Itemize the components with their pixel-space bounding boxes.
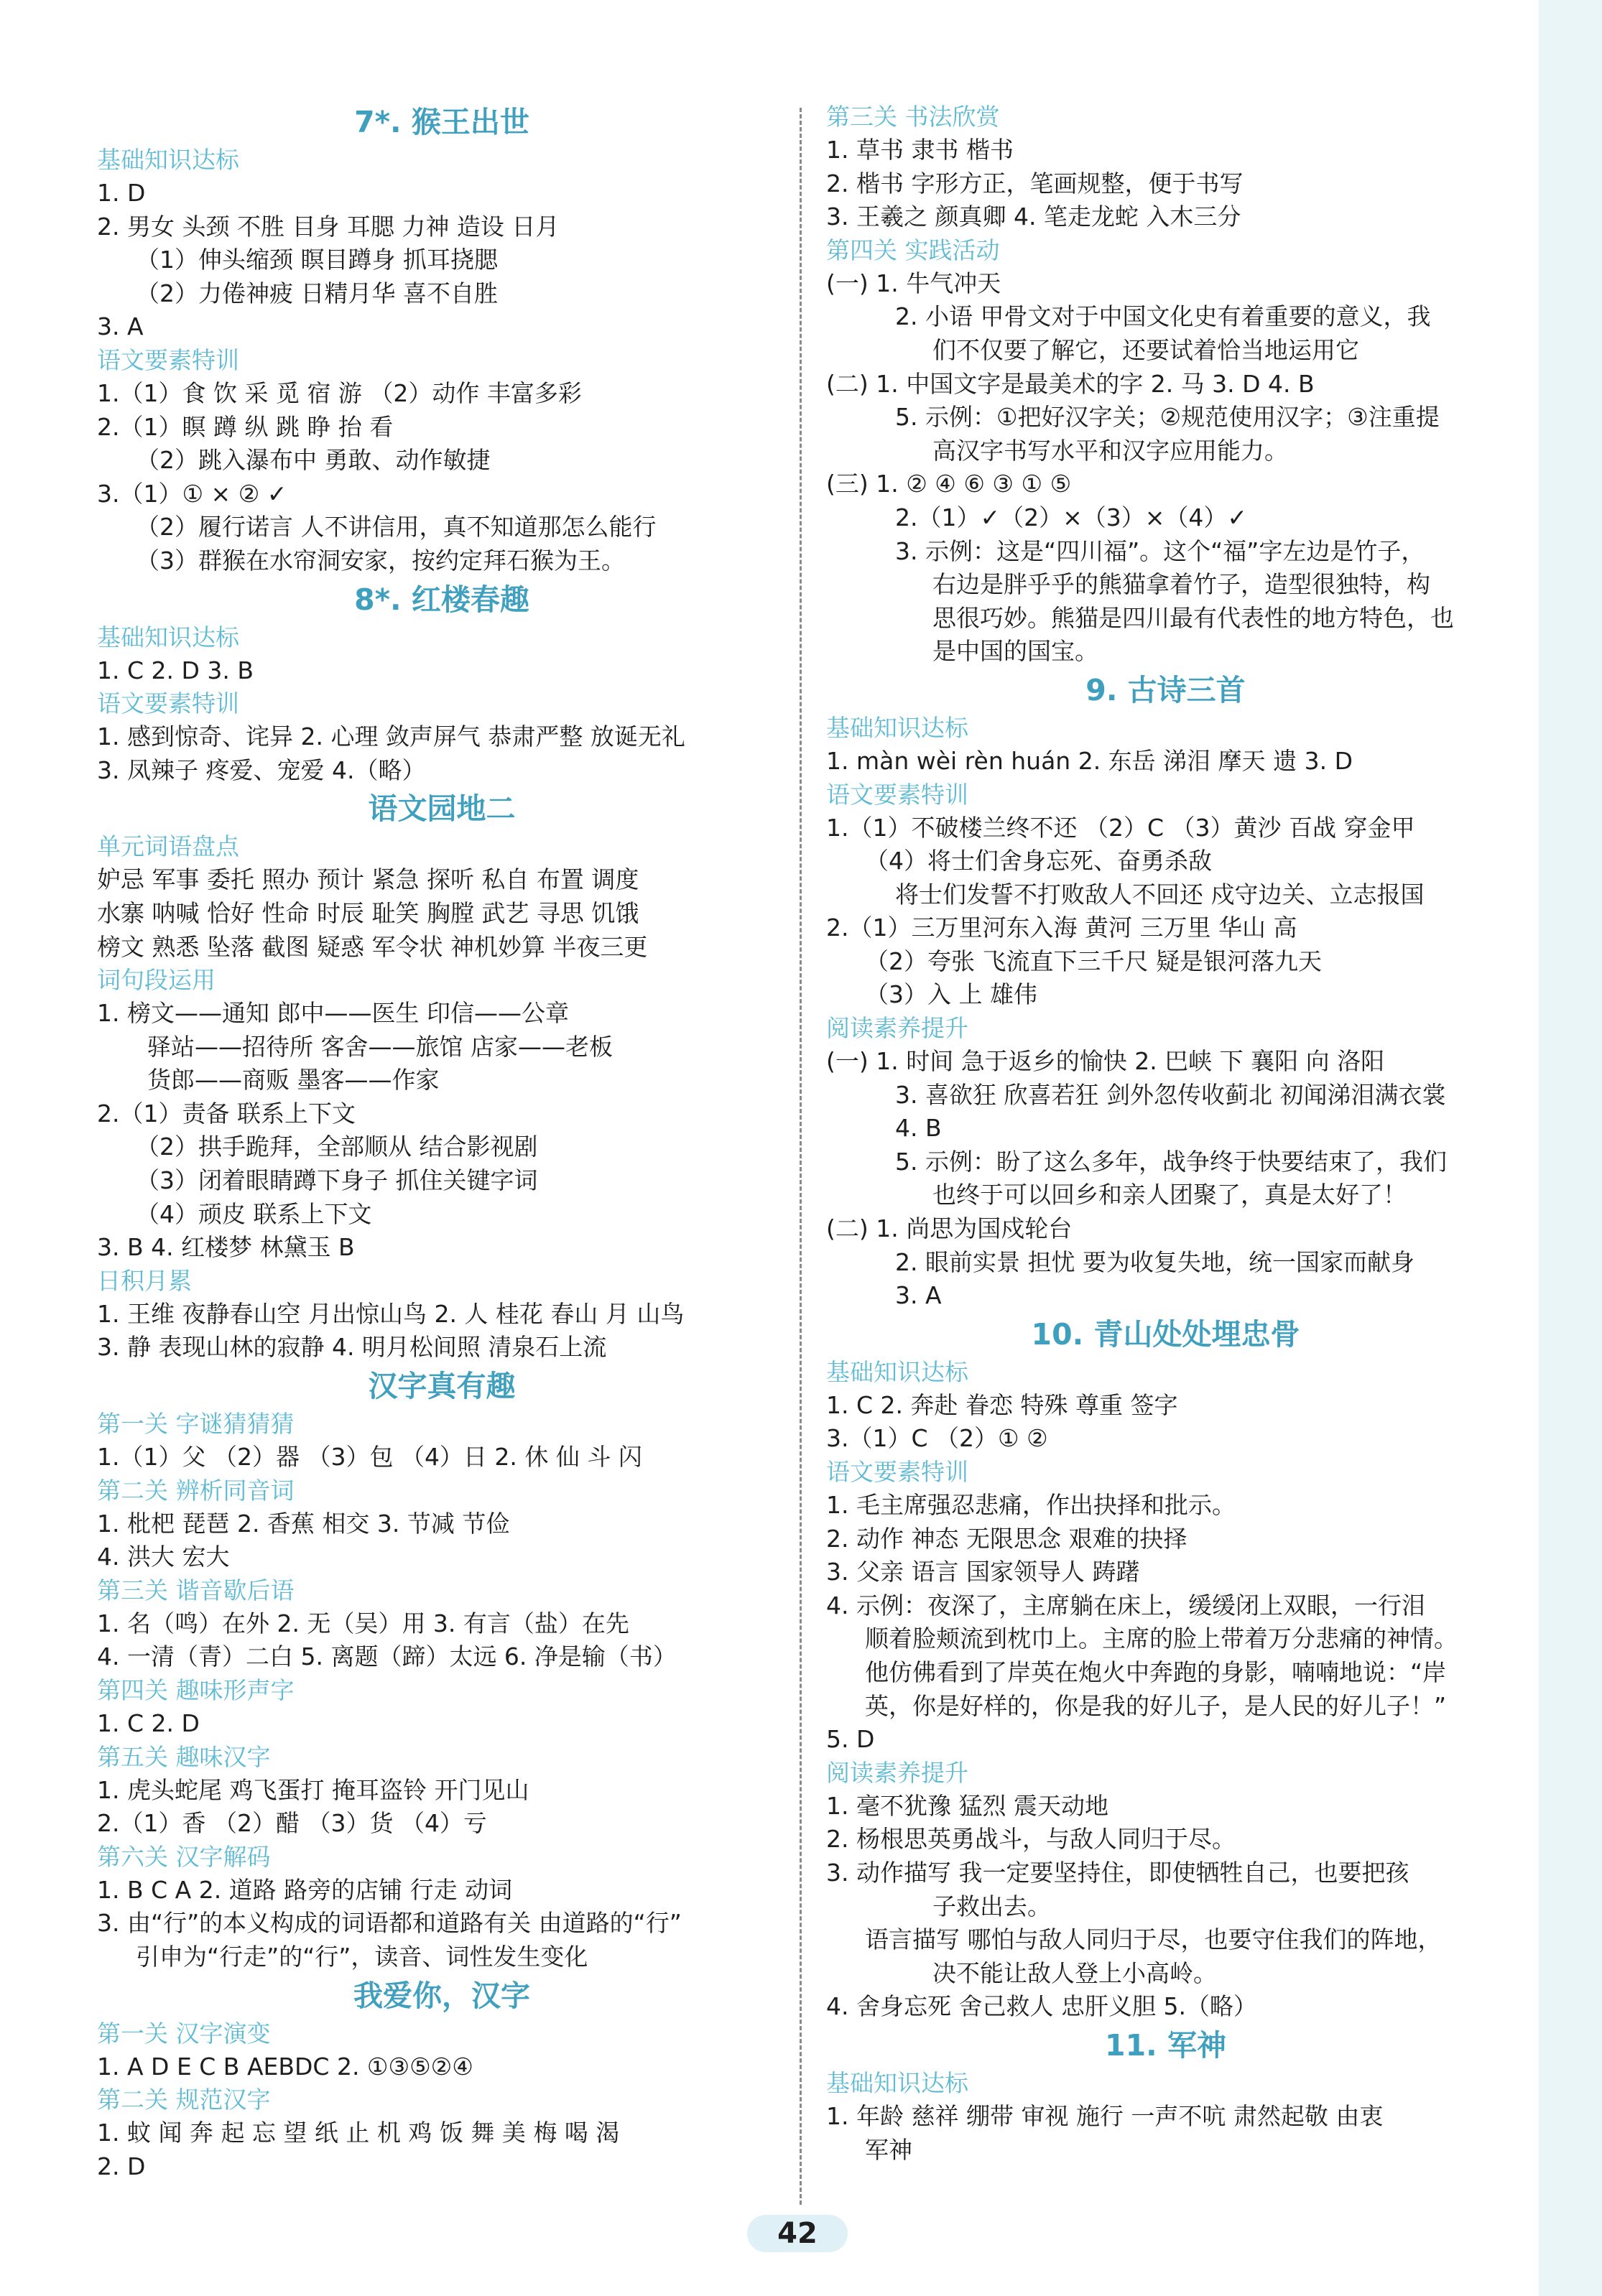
section-heading: 基础知识达标 [826, 2068, 968, 2097]
lesson-title: 7*. 猴王出世 [354, 105, 529, 139]
lesson-title: 汉字真有趣 [368, 1369, 516, 1404]
answer-line: 他仿佛看到了岸英在炮火中奔跑的身影，喃喃地说：“岸 [865, 1658, 1447, 1686]
answer-line: （3）入 上 雄伟 [865, 980, 1037, 1009]
answer-line: 2. 男女 头颈 不胜 目身 耳腮 力神 造设 日月 [97, 212, 560, 241]
answer-line: 榜文 熟悉 坠落 截图 疑惑 军令状 神机妙算 半夜三更 [97, 932, 648, 961]
answer-line: 4. 一清（青）二白 5. 离题（蹄）太远 6. 净是输（书） [97, 1642, 677, 1671]
section-heading: 基础知识达标 [97, 146, 239, 174]
answer-line: 2. 动作 神态 无限思念 艰难的抉择 [826, 1524, 1187, 1553]
section-heading: 第五关 趣味汉字 [97, 1742, 271, 1771]
answer-line: 3. 示例：这是“四川福”。这个“福”字左边是竹子， [895, 536, 1425, 565]
answer-line: 2.（1）✓（2）×（3）×（4）✓ [895, 503, 1248, 531]
answer-line: 1. 毛主席强忍悲痛，作出抉择和批示。 [826, 1491, 1236, 1519]
section-heading: 第四关 趣味形声字 [97, 1676, 295, 1704]
answer-line: 1. 虎头蛇尾 鸡飞蛋打 掩耳盗铃 开门见山 [97, 1775, 529, 1804]
answer-line: 1. 年龄 慈祥 绷带 审视 施行 一声不吭 肃然起敬 由衷 [826, 2101, 1384, 2130]
answer-line: （2）力倦神疲 日精月华 喜不自胜 [136, 279, 498, 307]
answer-line: 1. D [97, 179, 146, 207]
section-heading: 第三关 书法欣赏 [826, 103, 1000, 131]
answer-line: 5. 示例：①把好汉字关；②规范使用汉字；③注重提 [895, 403, 1440, 432]
lesson-title: 9. 古诗三首 [1085, 672, 1246, 707]
answer-line: (二) 1. 尚思为国戍轮台 [826, 1214, 1073, 1243]
answer-line: 1. 毫不犹豫 猛烈 震天动地 [826, 1791, 1108, 1820]
answer-line: （2）跳入瀑布中 勇敢、动作敏捷 [136, 446, 491, 475]
section-heading: 语文要素特训 [826, 780, 968, 809]
section-heading: 语文要素特训 [826, 1458, 968, 1486]
answer-line: （3）闭着眼睛蹲下身子 抓住关键字词 [136, 1166, 538, 1195]
answer-line: 1. C 2. 奔赴 眷恋 特殊 尊重 签字 [826, 1390, 1178, 1419]
lesson-title: 11. 军神 [1105, 2027, 1226, 2063]
answer-line: 2. 楷书 字形方正，笔画规整，便于书写 [826, 169, 1244, 197]
answer-line: 军神 [865, 2135, 912, 2164]
lesson-title: 语文园地二 [368, 791, 516, 827]
answer-line: 右边是胖乎乎的熊猫拿着竹子，造型很独特，构 [932, 570, 1430, 599]
section-heading: 语文要素特训 [97, 689, 239, 718]
answer-line: 3. A [97, 312, 144, 341]
answer-line: 思很巧妙。熊猫是四川最有代表性的地方特色，也 [932, 603, 1454, 632]
answer-line: 3. 父亲 语言 国家领导人 踌躇 [826, 1558, 1140, 1586]
answer-line: 子救出去。 [932, 1892, 1051, 1920]
column-divider [800, 108, 802, 2205]
answer-line: 2.（1）瞑 蹲 纵 跳 睁 抬 看 [97, 412, 394, 441]
answer-line: 4. 示例：夜深了，主席躺在床上，缓缓闭上双眼，一行泪 [826, 1591, 1425, 1619]
answer-line: 3. A [895, 1281, 942, 1310]
answer-line: （2）拱手跪拜，全部顺从 结合影视剧 [136, 1133, 538, 1161]
answer-line: 4. B [895, 1114, 942, 1143]
answer-line: (二) 1. 中国文字是最美术的字 2. 马 3. D 4. B [826, 369, 1315, 398]
right-edge-strip [1539, 0, 1602, 2296]
answer-line: (一) 1. 牛气冲天 [826, 269, 1001, 297]
answer-line: 1. 名（鸣）在外 2. 无（吴）用 3. 有言（盐）在先 [97, 1609, 629, 1637]
section-heading: 第四关 实践活动 [826, 236, 1000, 264]
section-heading: 基础知识达标 [97, 623, 239, 651]
answer-line: (一) 1. 时间 急于返乡的愉快 2. 巴峡 下 襄阳 向 洛阳 [826, 1047, 1385, 1076]
section-heading: 阅读素养提升 [826, 1014, 968, 1043]
section-heading: 语文要素特训 [97, 345, 239, 374]
section-heading: 第六关 汉字解码 [97, 1842, 271, 1871]
answer-line: （4）将士们舍身忘死、奋勇杀敌 [865, 847, 1212, 875]
answer-line: 1. B C A 2. 道路 路旁的店铺 行走 动词 [97, 1875, 513, 1904]
answer-line: 将士们发誓不打败敌人不回还 戍守边关、立志报国 [895, 880, 1425, 908]
answer-line: 顺着脸颊流到枕巾上。主席的脸上带着万分悲痛的神情。 [865, 1625, 1458, 1653]
answer-line: (三) 1. ② ④ ⑥ ③ ① ⑤ [826, 470, 1072, 498]
answer-line: 2.（1）责备 联系上下文 [97, 1099, 356, 1128]
answer-line: 1. A D E C B AEBDC 2. ①③⑤②④ [97, 2052, 473, 2081]
answer-line: 引申为“行走”的“行”，读音、词性发生变化 [136, 1942, 588, 1971]
answer-line: （4）顽皮 联系上下文 [136, 1199, 372, 1228]
answer-line: 4. 舍身忘死 舍己救人 忠肝义胆 5.（略） [826, 1992, 1257, 2021]
section-heading: 单元词语盘点 [97, 832, 239, 861]
answer-line: 3. 动作描写 我一定要坚持住，即使牺牲自己，也要把孩 [826, 1858, 1409, 1887]
answer-line: 1. 榜文——通知 郎中——医生 印信——公章 [97, 999, 569, 1028]
answer-line: （3）群猴在水帘洞安家，按约定拜石猴为王。 [136, 546, 625, 575]
section-heading: 基础知识达标 [826, 1357, 968, 1386]
answer-line: 2.（1）三万里河东入海 黄河 三万里 华山 高 [826, 914, 1297, 942]
section-heading: 第三关 谐音歇后语 [97, 1576, 295, 1604]
section-heading: 第二关 辨析同音词 [97, 1476, 295, 1505]
answer-line: 是中国的国宝。 [932, 637, 1098, 666]
page-number: 42 [777, 2217, 818, 2250]
left-column [97, 101, 787, 2183]
answer-line: 3.（1）C （2）① ② [826, 1424, 1048, 1453]
answer-line: 货郎——商贩 墨客——作家 [147, 1066, 440, 1094]
lesson-title: 我爱你，汉字 [353, 1978, 530, 2013]
answer-line: 英，你是好样的，你是我的好儿子，是人民的好儿子！” [865, 1691, 1447, 1720]
answer-line: （2）履行诺言 人不讲信用，真不知道那怎么能行 [136, 513, 657, 542]
answer-line: 1. 感到惊奇、诧异 2. 心理 敛声屏气 恭肃严整 放诞无礼 [97, 722, 685, 751]
answer-line: 决不能让敌人登上小高岭。 [932, 1958, 1217, 1987]
answer-line: 们不仅要了解它，还要试着恰当地运用它 [932, 335, 1359, 364]
section-heading: 第一关 字谜猜猜猜 [97, 1410, 295, 1439]
right-column [826, 101, 1505, 2167]
answer-line: 2. 眼前实景 担忧 要为收复失地，统一国家而献身 [895, 1247, 1415, 1276]
section-heading: 第一关 汉字演变 [97, 2019, 271, 2048]
answer-line: 2. 小语 甲骨文对于中国文化史有着重要的意义，我 [895, 302, 1431, 331]
answer-line: 4. 洪大 宏大 [97, 1543, 230, 1571]
section-heading: 阅读素养提升 [826, 1758, 968, 1787]
answer-line: 1. 枇杷 琵琶 2. 香蕉 相交 3. 节减 节俭 [97, 1509, 510, 1538]
lesson-title: 10. 青山处处埋忠骨 [1031, 1316, 1300, 1352]
answer-line: 也终于可以回乡和亲人团聚了，真是太好了！ [932, 1181, 1407, 1209]
section-heading: 第二关 规范汉字 [97, 2086, 271, 2114]
answer-line: 1.（1）食 饮 采 觅 宿 游 （2）动作 丰富多彩 [97, 378, 582, 407]
answer-line: 1.（1）父 （2）器 （3）包 （4）日 2. 休 仙 斗 闪 [97, 1443, 642, 1472]
answer-line: 3. 静 表现山林的寂静 4. 明月松间照 清泉石上流 [97, 1333, 607, 1362]
answer-line: 3. 喜欲狂 欣喜若狂 剑外忽传收蓟北 初闻涕泪满衣裳 [895, 1080, 1446, 1109]
section-heading: 基础知识达标 [826, 713, 968, 742]
answer-line: 驿站——招待所 客舍——旅馆 店家——老板 [147, 1032, 613, 1061]
answer-line: 1. 王维 夜静春山空 月出惊山鸟 2. 人 桂花 春山 月 山鸟 [97, 1299, 685, 1328]
answer-line: 1. 蚊 闻 奔 起 忘 望 纸 止 机 鸡 饭 舞 美 梅 喝 渴 [97, 2119, 620, 2147]
answer-line: 妒忌 军事 委托 照办 预计 紧急 探听 私自 布置 调度 [97, 865, 639, 894]
answer-line: 5. 示例：盼了这么多年，战争终于快要结束了，我们 [895, 1147, 1447, 1176]
answer-line: 3. 王羲之 颜真卿 4. 笔走龙蛇 入木三分 [826, 203, 1241, 231]
answer-line: 2. D [97, 2152, 146, 2180]
answer-line: 1.（1）不破楼兰终不还 （2）C （3）黄沙 百战 穿金甲 [826, 813, 1415, 842]
answer-line: 3.（1）① × ② ✓ [97, 479, 287, 508]
answer-line: 3. B 4. 红楼梦 林黛玉 B [97, 1233, 355, 1262]
answer-line: （2）夸张 飞流直下三千尺 疑是银河落九天 [865, 947, 1322, 975]
answer-line: 3. 由“行”的本义构成的词语都和道路有关 由道路的“行” [97, 1909, 682, 1938]
answer-line: 语言描写 哪怕与敌人同归于尽，也要守住我们的阵地， [865, 1925, 1442, 1954]
answer-line: 1. C 2. D 3. B [97, 656, 254, 684]
answer-line: 1. màn wèi rèn huán 2. 东岳 涕泪 摩天 遗 3. D [826, 746, 1353, 775]
answer-line: 3. 凤辣子 疼爱、宠爱 4.（略） [97, 756, 426, 784]
section-heading: 词句段运用 [97, 966, 216, 995]
answer-line: 1. C 2. D [97, 1709, 200, 1737]
answer-line: 水寨 呐喊 恰好 性命 时辰 耻笑 胸膛 武艺 寻思 饥饿 [97, 898, 639, 927]
lesson-title: 8*. 红楼春趣 [354, 582, 529, 617]
answer-line: 2. 杨根思英勇战斗，与敌人同归于尽。 [826, 1825, 1236, 1854]
section-heading: 日积月累 [97, 1266, 192, 1295]
answer-line: 高汉字书写水平和汉字应用能力。 [932, 436, 1288, 465]
answer-line: （1）伸头缩颈 瞑目蹲身 抓耳挠腮 [136, 246, 498, 274]
answer-line: 1. 草书 隶书 楷书 [826, 136, 1014, 164]
answer-line: 5. D [826, 1725, 875, 1754]
answer-line: 2.（1）香 （2）醋 （3）货 （4）亏 [97, 1809, 487, 1838]
